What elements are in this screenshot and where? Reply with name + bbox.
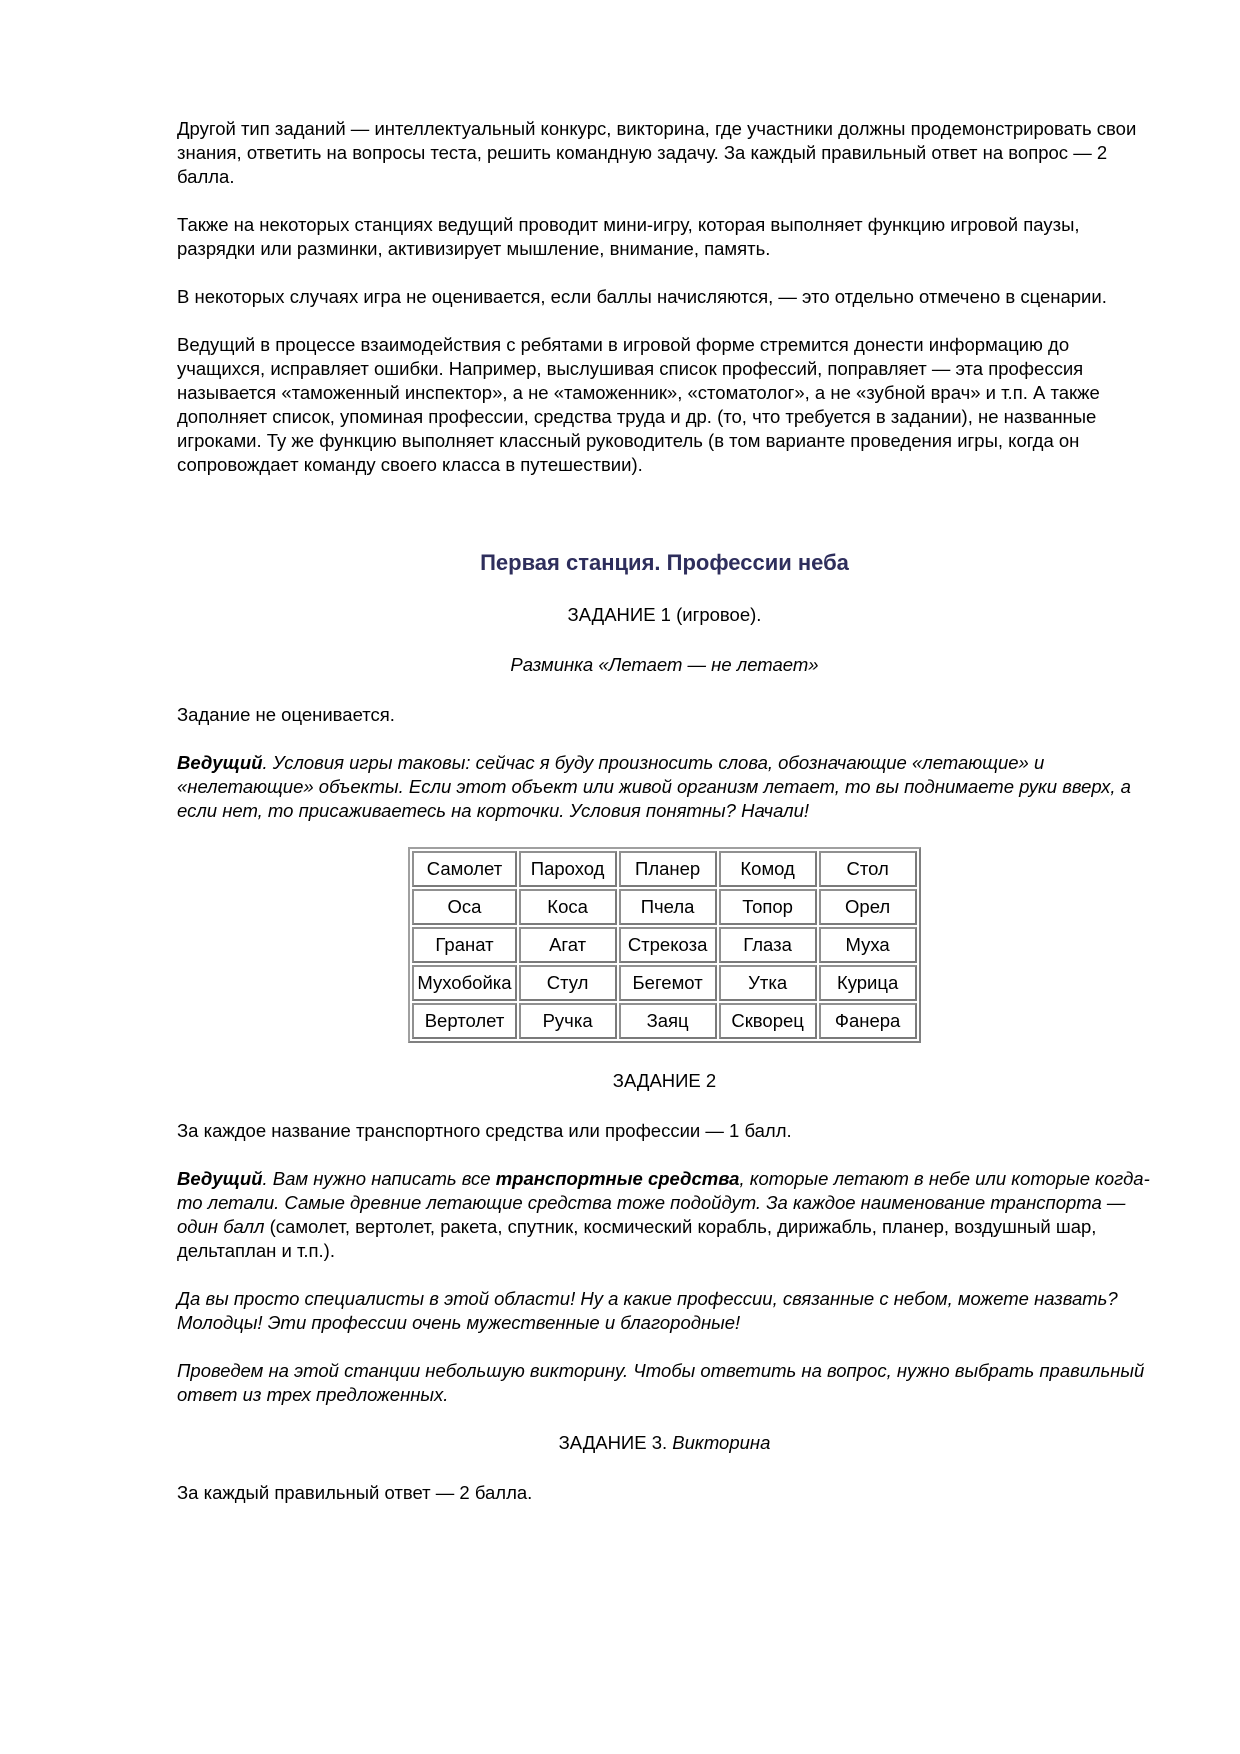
- table-cell: Комод: [719, 851, 817, 887]
- task2-quiz-intro: Проведем на этой станции небольшую викторину. Чтобы ответить на вопрос, нужно выбрать правильный ответ из трех предложенных.: [177, 1360, 1145, 1405]
- table-cell: Орел: [819, 889, 917, 925]
- task2-praise: Да вы просто специалисты в этой области! Ну а какие профессии, связанные с небом, можете назвать? Молодцы! Эти профессии очень мужественные и благородные!: [177, 1288, 1118, 1333]
- table-cell: Глаза: [719, 927, 817, 963]
- intro-paragraph-1: Другой тип заданий — интеллектуальный конкурс, викторина, где участники должны продемонстрировать свои знания, ответить на вопросы теста, решить командную задачу. За каждый правильный ответ на вопрос — 2 балла.: [177, 118, 1137, 187]
- table-cell: Скворец: [719, 1003, 817, 1039]
- task1-title: ЗАДАНИЕ 1 (игровое).: [567, 604, 762, 625]
- table-cell: Утка: [719, 965, 817, 1001]
- task3-scoring: За каждый правильный ответ — 2 балла.: [177, 1482, 533, 1503]
- task1-scoring: Задание не оценивается.: [177, 704, 395, 725]
- task1-host-instructions: [177, 751, 1152, 823]
- host-text-1: . Вам нужно написать все: [262, 1168, 496, 1189]
- table-cell: Планер: [619, 851, 717, 887]
- intro-paragraph-2: Также на некоторых станциях ведущий проводит мини-игру, которая выполняет функцию игровой паузы, разрядки или разминки, активизирует мышление, внимание, память.: [177, 214, 1080, 259]
- intro-paragraph-3: В некоторых случаях игра не оценивается, если баллы начисляются, — это отдельно отмечено в сценарии.: [177, 286, 1107, 307]
- table-cell: Топор: [719, 889, 817, 925]
- table-row: [412, 965, 916, 1001]
- task2-title: ЗАДАНИЕ 2: [612, 1070, 717, 1091]
- task3-title-prefix: ЗАДАНИЕ 3.: [558, 1432, 673, 1453]
- table-row: [412, 851, 916, 887]
- task1-subtitle: Разминка «Летает — не летает»: [510, 654, 819, 675]
- table-cell: Пчела: [619, 889, 717, 925]
- host-text-plain: (самолет, вертолет, ракета, спутник, космический корабль, дирижабль, планер, воздушный шар, дельтаплан и т.п.).: [177, 1216, 1097, 1261]
- table-cell: Гранат: [412, 927, 516, 963]
- task3-title: [177, 1431, 1152, 1455]
- host-label: Ведущий: [177, 752, 263, 773]
- table-cell: Самолет: [412, 851, 516, 887]
- table-cell: Ручка: [519, 1003, 617, 1039]
- table-cell: Бегемот: [619, 965, 717, 1001]
- host-text: . Условия игры таковы: сейчас я буду произносить слова, обозначающие «летающие» и «нелетающие» объекты. Если этот объект или живой организм летает, то вы поднимаете руки вверх, а если нет, то присаживаетесь на корточки. Условия понятны? Начали!: [177, 752, 1131, 821]
- table-cell: Стол: [819, 851, 917, 887]
- table-row: [412, 889, 916, 925]
- table-cell: Оса: [412, 889, 516, 925]
- table-row: [412, 1003, 916, 1039]
- table-cell: Муха: [819, 927, 917, 963]
- table-cell: Фанера: [819, 1003, 917, 1039]
- table-row: [412, 927, 916, 963]
- table-cell: Курица: [819, 965, 917, 1001]
- host-label: Ведущий: [177, 1168, 263, 1189]
- station-heading: Первая станция. Профессии неба: [480, 550, 849, 575]
- document-page: [177, 117, 1152, 1529]
- task3-title-italic: Викторина: [672, 1432, 771, 1453]
- table-cell: Мухобойка: [412, 965, 516, 1001]
- host-emphasis: транспортные средства: [495, 1168, 740, 1189]
- task2-host-instructions: [177, 1167, 1152, 1263]
- table-cell: Заяц: [619, 1003, 717, 1039]
- table-cell: Стрекоза: [619, 927, 717, 963]
- table-cell: Пароход: [519, 851, 617, 887]
- task2-scoring: За каждое название транспортного средства или профессии — 1 балл.: [177, 1120, 792, 1141]
- table-cell: Коса: [519, 889, 617, 925]
- table-cell: Вертолет: [412, 1003, 516, 1039]
- table-cell: Стул: [519, 965, 617, 1001]
- intro-paragraph-4: Ведущий в процессе взаимодействия с ребятами в игровой форме стремится донести информацию до учащихся, исправляет ошибки. Например, выслушивая список профессий, поправляет — эта профессия называется «таможенный инспектор», а не «таможенник», «стоматолог», а не «зубной врач» и т.п. А также дополняет список, упоминая профессии, средства труда и др. (то, что требуется в задании), не названные игроками. Ту же функцию выполняет классный руководитель (в том варианте проведения игры, когда он сопровождает команду своего класса в путешествии).: [177, 334, 1100, 475]
- table-cell: Агат: [519, 927, 617, 963]
- host-text-2: , которые летают в небе или которые когда-то летали. Самые древние летающие средства тоже подойдут. За каждое наименование транспорта — один балл: [177, 1168, 1150, 1237]
- words-table: [408, 847, 920, 1043]
